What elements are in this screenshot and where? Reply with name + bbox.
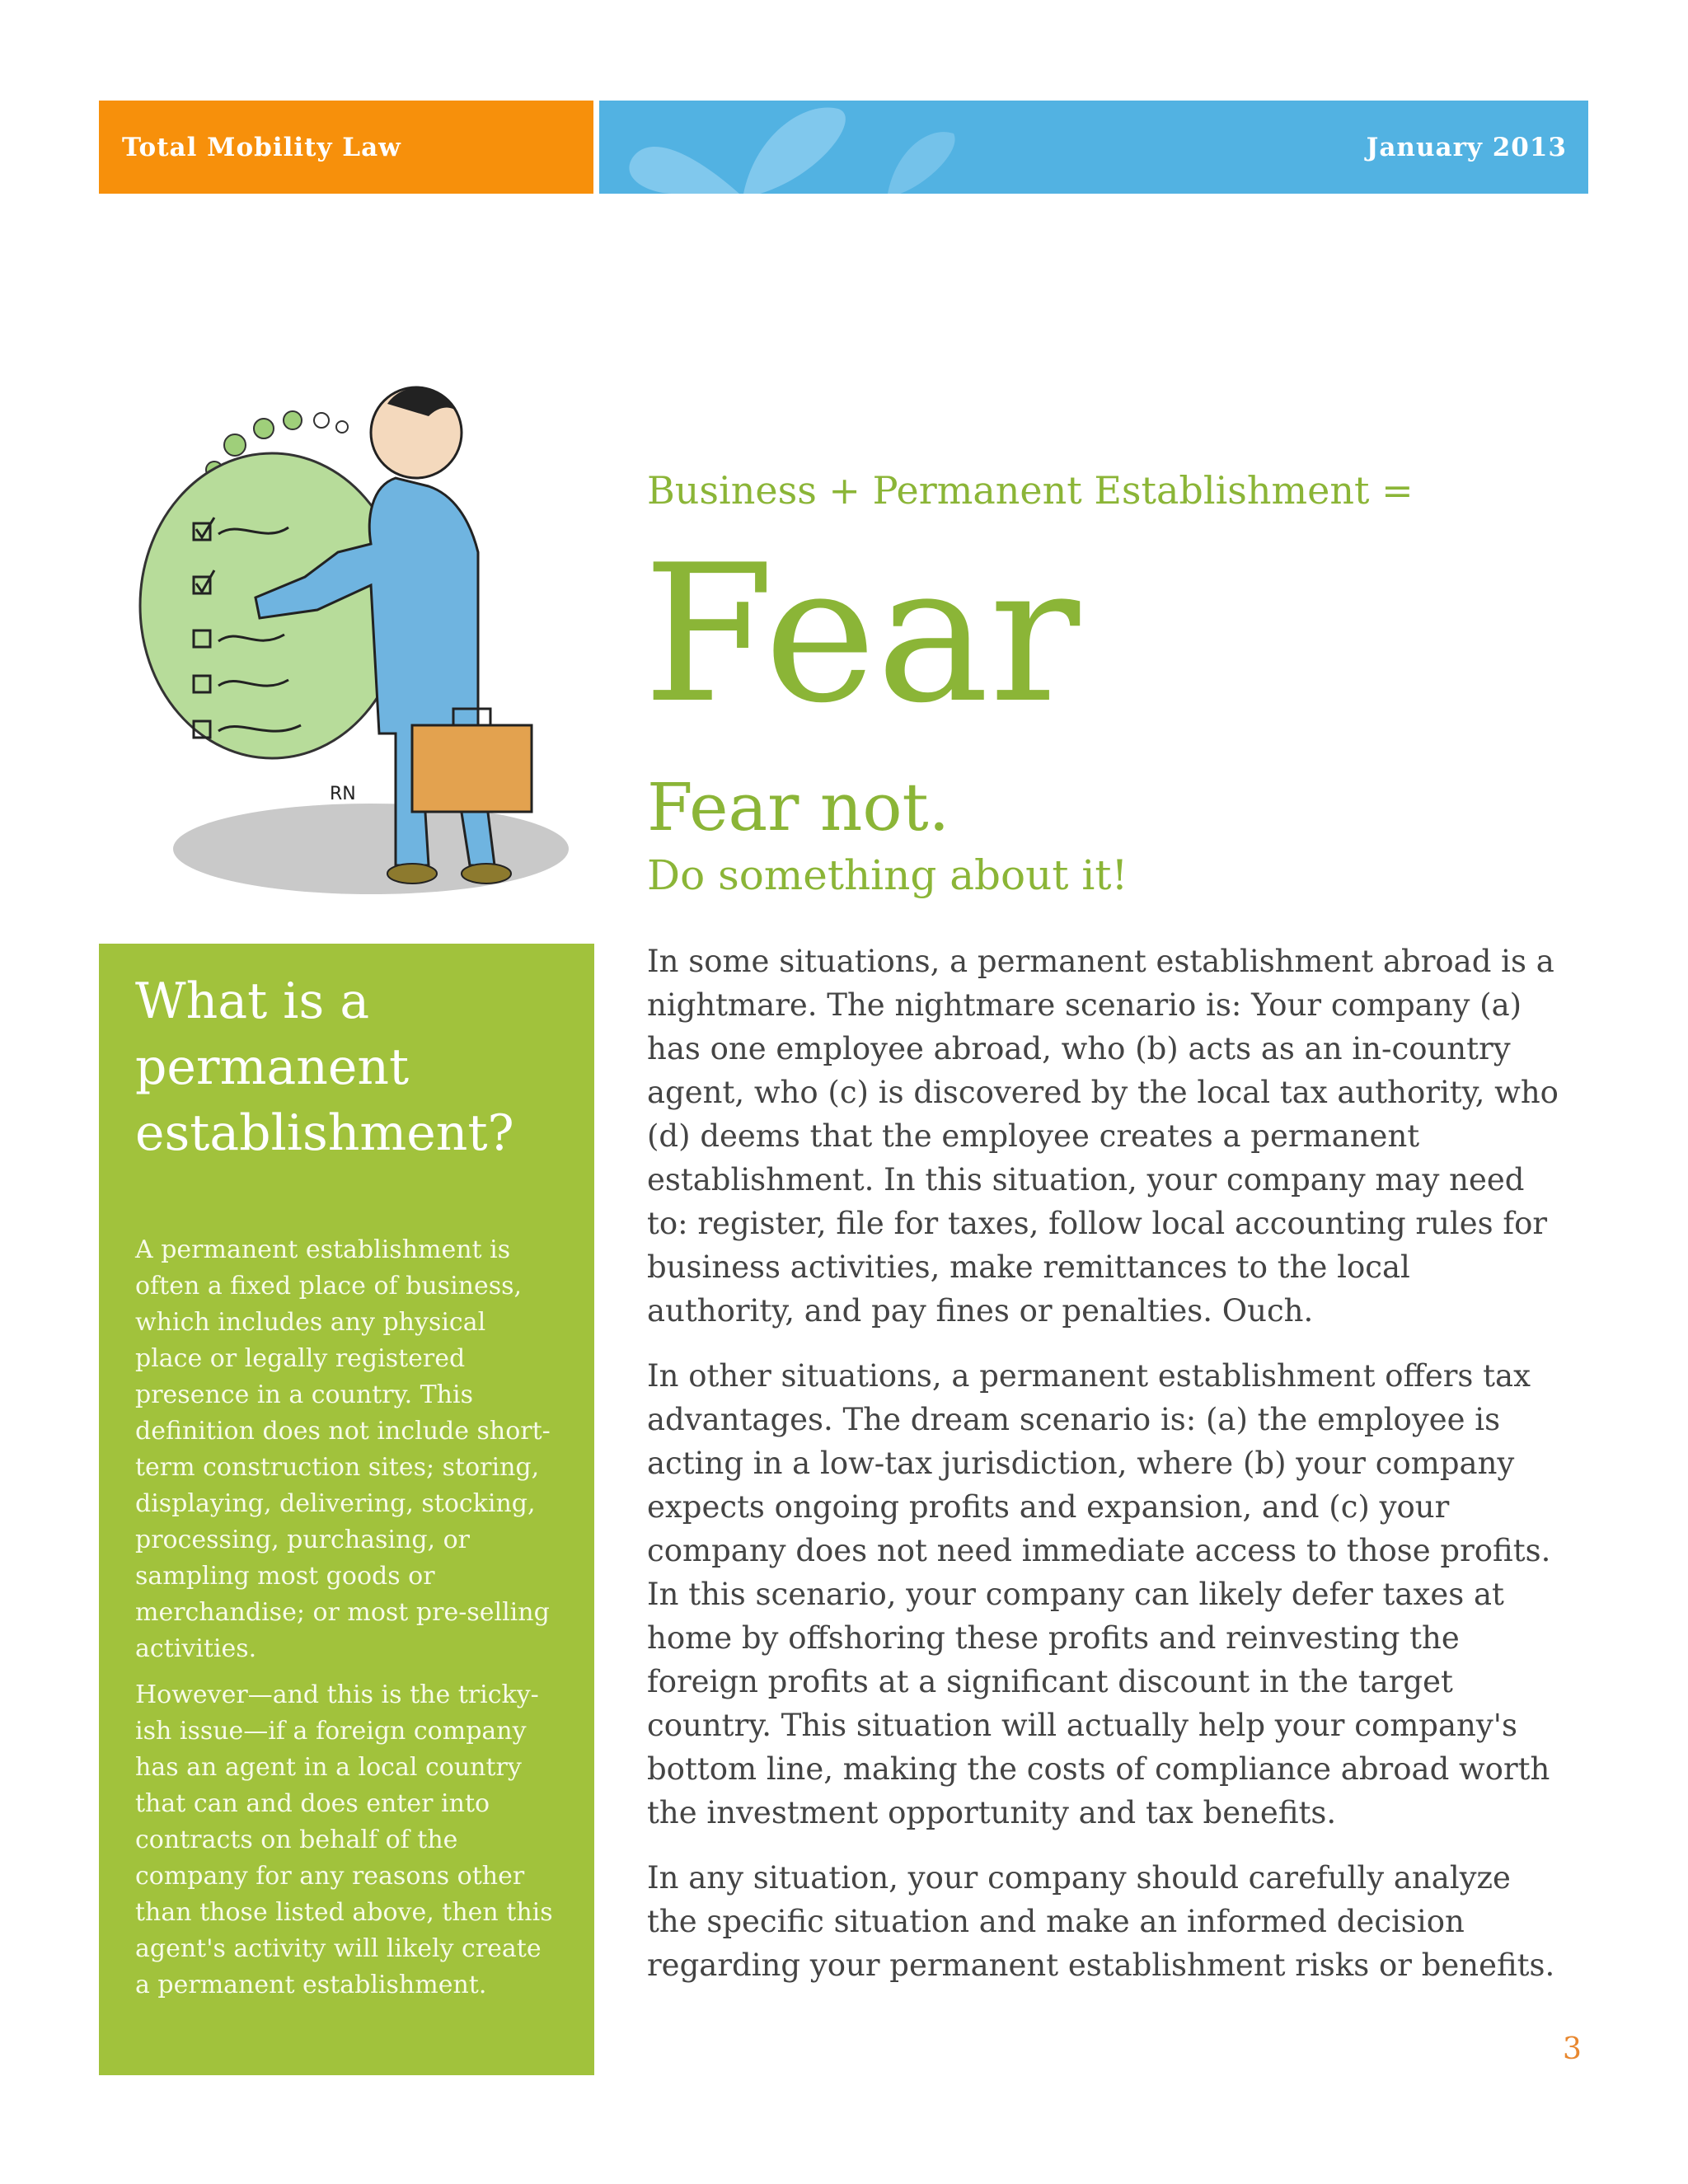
header-date-bar <box>599 101 1588 194</box>
page-number: 3 <box>1563 2032 1582 2066</box>
sidebar-paragraph: However—and this is the tricky-ish issue—if a foreign company has an agent in a local country that can and does enter into contracts on behalf of the company for any reasons other than those listed above, then this agent's activity will likely create a permanent establishment. <box>135 1680 553 1999</box>
header-publication-title <box>99 101 593 194</box>
butterfly-icon <box>616 101 962 194</box>
article-paragraph: In other situations, a permanent establishment offers tax advantages. The dream scenario is: (a) the employee is acting in a low-tax jurisdiction, where (b) your company expects ongoing profits and expansion, and (c) your company does not need immediate access to those profits. In this scenario, your company can likely defer taxes at home by offshoring these profits and reinvesting the foreign profits at a significant discount in the target country. This situation will actually help your company's bottom line, making the costs of compliance abroad worth the investment opportunity and tax benefits. <box>647 1358 1551 1830</box>
businessman-checklist-illustration <box>124 272 585 907</box>
article-subtitle: Fear not. <box>647 769 950 846</box>
publication-title: Total Mobility Law <box>122 132 401 162</box>
article-big-title: Fear <box>643 525 1081 745</box>
sidebar-definition-box <box>99 944 594 2075</box>
article-paragraph: In some situations, a permanent establishment abroad is a nightmare. The nightmare scenario is: Your company (a) has one employee abroad, who (b) acts as an in-country agent, who (c) is discovered by the local tax authority, who (d) deems that the employee creates a permanent establishment. In this situation, your company may need to: register, file for taxes, follow local accounting rules for business activities, make remittances to the local authority, and pay fines or penalties. Ouch. <box>647 944 1559 1329</box>
article-body <box>647 940 1562 2008</box>
article-subtitle-secondary: Do something about it! <box>647 851 1128 899</box>
illustration-signature: RN <box>330 784 356 804</box>
sidebar-heading: What is a permanent establishment? <box>135 972 514 1162</box>
article-kicker: Business + Permanent Establishment = <box>647 468 1414 513</box>
issue-date: January 2013 <box>1366 132 1567 162</box>
sidebar-paragraph: A permanent establishment is often a fixed place of business, which includes any physical place or legally registered presence in a country. This definition does not include short-term construction sites; storing, displaying, delivering, stocking, processing, purchasing, or sampling most goods or merchandise; or most pre-selling activities. <box>135 1235 551 1663</box>
article-paragraph: In any situation, your company should carefully analyze the specific situation and make an informed decision regarding your permanent establishment risks or benefits. <box>647 1860 1555 1983</box>
